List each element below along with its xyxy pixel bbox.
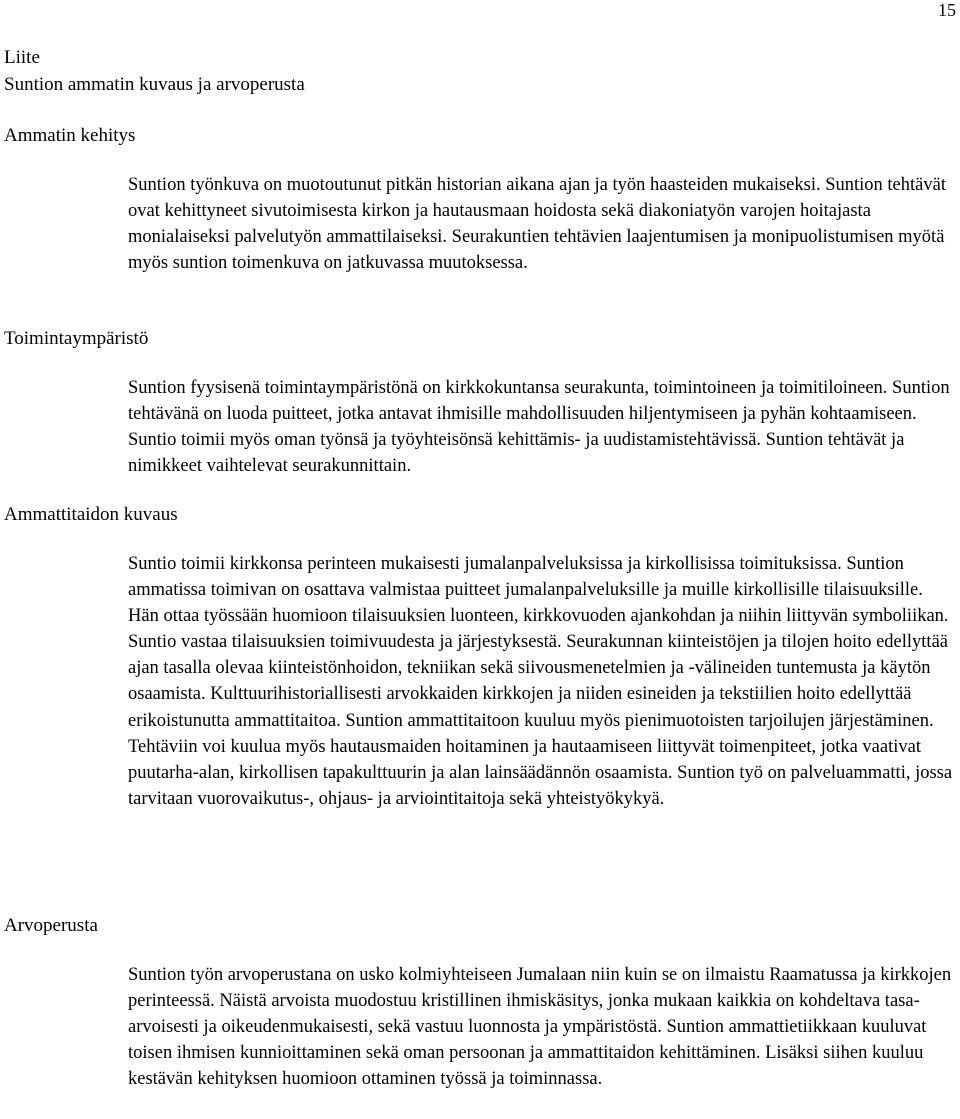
document-title: Suntion ammatin kuvaus ja arvoperusta xyxy=(4,74,305,95)
section-text-ammatin-kehitys: Suntion työnkuva on muotoutunut pitkän historian aikana ajan ja työn haasteiden mukaiseksi. Suntion tehtävät ovat kehittyneet sivutoimisesta kirkon ja hautausmaan hoidosta sekä diakoniatyön varojen hoitajasta monialaiseksi palvelutyön ammattilaiseksi. Seurakuntien tehtävien laajentumisen ja monipuolistumisen myötä myös suntion toimenkuva on jatkuvassa muutoksessa. xyxy=(128,175,946,274)
section-text-ammattitaidon-kuvaus: Suntio toimii kirkkonsa perinteen mukaisesti jumalanpalveluksissa ja kirkollisissa toimituksissa. Suntion ammatissa toimivan on osattava valmistaa puitteet jumalanpalveluksille ja muille kirkollisille tilaisuuksille. Hän ottaa työssään huomioon tilaisuuksien luonteen, kirkkovuoden ajankohdan ja niihin liittyvän symboliikan. Suntio vastaa tilaisuuksien toimivuudesta ja järjestyksestä. Seurakunnan kiinteistöjen ja tilojen hoito edellyttää ajan tasalla olevaa kiinteistönhoidon, tekniikan sekä siivousmenetelmien ja -välineiden tuntemusta ja käytön osaamista. Kulttuurihistoriallisesti arvokkaiden kirkkojen ja niiden esineiden ja tekstiilien hoito edellyttää erikoistunutta ammattitaitoa. Suntion ammattitaitoon kuuluu myös pienimuotoisten tarjoilujen järjestäminen. Tehtäviin voi kuulua myös hautausmaiden hoitaminen ja hautaamiseen liittyvät toimenpiteet, jotka vaativat puutarha-alan, kirkollisen tapakulttuurin ja alan lainsäädännön osaamista. Suntion työ on palveluammatti, jossa tarvitaan vuorovaikutus-, ohjaus- ja arviointitaitoja sekä yhteistyökykyä. xyxy=(128,554,953,809)
section-text-toimintaymparisto: Suntion fyysisenä toimintaympäristönä on kirkkokuntansa seurakunta, toimintoineen ja toimitiloineen. Suntion tehtävänä on luoda puitteet, jotka antavat ihmisille mahdollisuuden hiljentymiseen ja pyhän kohtaamiseen. Suntio toimii myös oman työnsä ja työyhteisönsä kehittämis- ja uudistamistehtävissä. Suntion tehtävät ja nimikkeet vaihtelevat seurakunnittain. xyxy=(128,378,950,477)
section-heading-ammatin-kehitys: Ammatin kehitys xyxy=(4,125,136,146)
section-heading-arvoperusta: Arvoperusta xyxy=(4,915,98,936)
appendix-label: Liite xyxy=(4,47,40,68)
section-heading-toimintaymparisto: Toimintaympäristö xyxy=(4,328,149,349)
section-text-arvoperusta: Suntion työn arvoperustana on usko kolmiyhteiseen Jumalaan niin kuin se on ilmaistu Raamatussa ja kirkkojen perinteessä. Näistä arvoista muodostuu kristillinen ihmiskäsitys, jonka mukaan kaikkia on kohdeltava tasa-arvoisesti ja oikeudenmukaisesti, sekä vastuu luonnosta ja ympäristöstä. Suntion ammattietiikkaan kuuluvat toisen ihmisen kunnioittaminen sekä oman persoonan ja ammattitaidon kehittäminen. Lisäksi siihen kuuluu kestävän kehityksen huomioon ottaminen työssä ja toiminnassa. xyxy=(128,965,952,1090)
section-heading-ammattitaidon-kuvaus: Ammattitaidon kuvaus xyxy=(4,504,178,525)
page-number: 15 xyxy=(938,0,956,20)
